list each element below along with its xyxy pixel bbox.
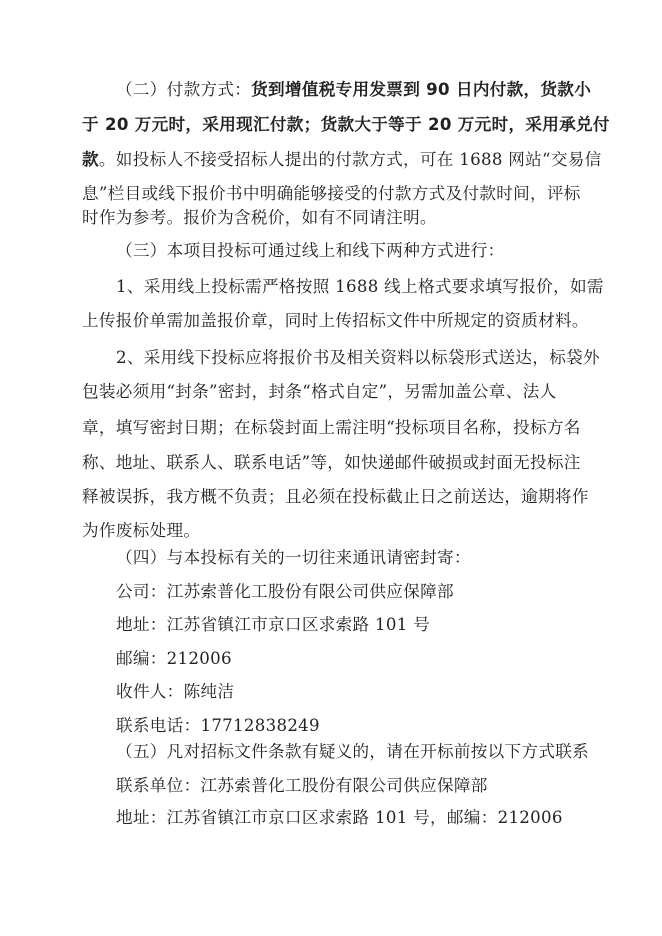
bold-text: 于 20 万元时，采用现汇付款；货款大于等于 20 万元时，采用承兑付 — [82, 115, 610, 134]
text-line — [82, 417, 581, 439]
bold-text: 款 — [82, 150, 99, 169]
text: （五）凡对招标文件条款有疑义的，请在开标前按以下方式联系 — [116, 742, 590, 761]
text: 。如投标人不接受招标人提出的付款方式，可在 1688 网站“交易信 — [98, 150, 602, 169]
text: （二）付款方式： — [116, 80, 252, 99]
text: 为作废标处理。 — [82, 521, 201, 540]
text-line — [116, 741, 589, 763]
text: 息”栏目或线下报价书中明确能够接受的付款方式及付款时间，评标 — [82, 184, 581, 203]
text: 地址：江苏省镇江市京口区求索路 101 号 — [116, 615, 431, 634]
text-line — [116, 79, 591, 101]
text-line — [82, 381, 556, 403]
text-line — [116, 614, 430, 636]
text-line — [116, 807, 563, 829]
text-line — [116, 240, 505, 262]
text-line — [116, 276, 604, 298]
text-line — [116, 547, 471, 569]
text: 联系电话：17712838249 — [116, 716, 320, 735]
text: 邮编：212006 — [116, 649, 232, 668]
text: 联系单位：江苏索普化工股份有限公司供应保障部 — [116, 776, 488, 795]
text: 收件人：陈纯洁 — [116, 682, 235, 701]
text: 公司：江苏索普化工股份有限公司供应保障部 — [116, 582, 454, 601]
text: 时作为参考。报价为含税价，如有不同请注明。 — [82, 208, 437, 227]
text-line — [82, 207, 437, 229]
text: （四）与本投标有关的一切往来通讯请密封寄： — [116, 548, 471, 567]
text-line — [82, 520, 200, 542]
text: 包装必须用“封条”密封，封条“格式自定”，另需加盖公章、法人 — [82, 382, 557, 401]
text-line — [82, 183, 581, 205]
text-line — [116, 581, 454, 603]
text: 2、采用线下投标应将报价书及相关资料以标袋形式送达，标袋外 — [116, 348, 600, 367]
text-line — [116, 648, 232, 670]
text-line — [116, 681, 234, 703]
text: 释被误拆，我方概不负责；且必须在投标截止日之前送达，逾期将作 — [82, 487, 589, 506]
text-line — [116, 715, 320, 737]
text-line — [82, 149, 602, 171]
text-line — [82, 114, 610, 136]
text-line — [82, 486, 589, 508]
text: 地址：江苏省镇江市京口区求索路 101 号，邮编：212006 — [116, 808, 563, 827]
text: 上传报价单需加盖报价章，同时上传招标文件中所规定的资质材料。 — [82, 311, 589, 330]
text-line — [116, 775, 488, 797]
text: 章，填写密封日期；在标袋封面上需注明“投标项目名称，投标方名 — [82, 418, 581, 437]
text-line — [82, 310, 589, 332]
text: 称、地址、联系人、联系电话”等，如快递邮件破损或封面无投标注 — [82, 453, 581, 472]
bold-text: 货到增值税专用发票到 90 日内付款，货款小 — [251, 80, 592, 99]
text: （三）本项目投标可通过线上和线下两种方式进行： — [116, 241, 505, 260]
text-line — [82, 452, 581, 474]
text: 1、采用线上投标需严格按照 1688 线上格式要求填写报价，如需 — [116, 277, 604, 296]
text-line — [116, 347, 600, 369]
